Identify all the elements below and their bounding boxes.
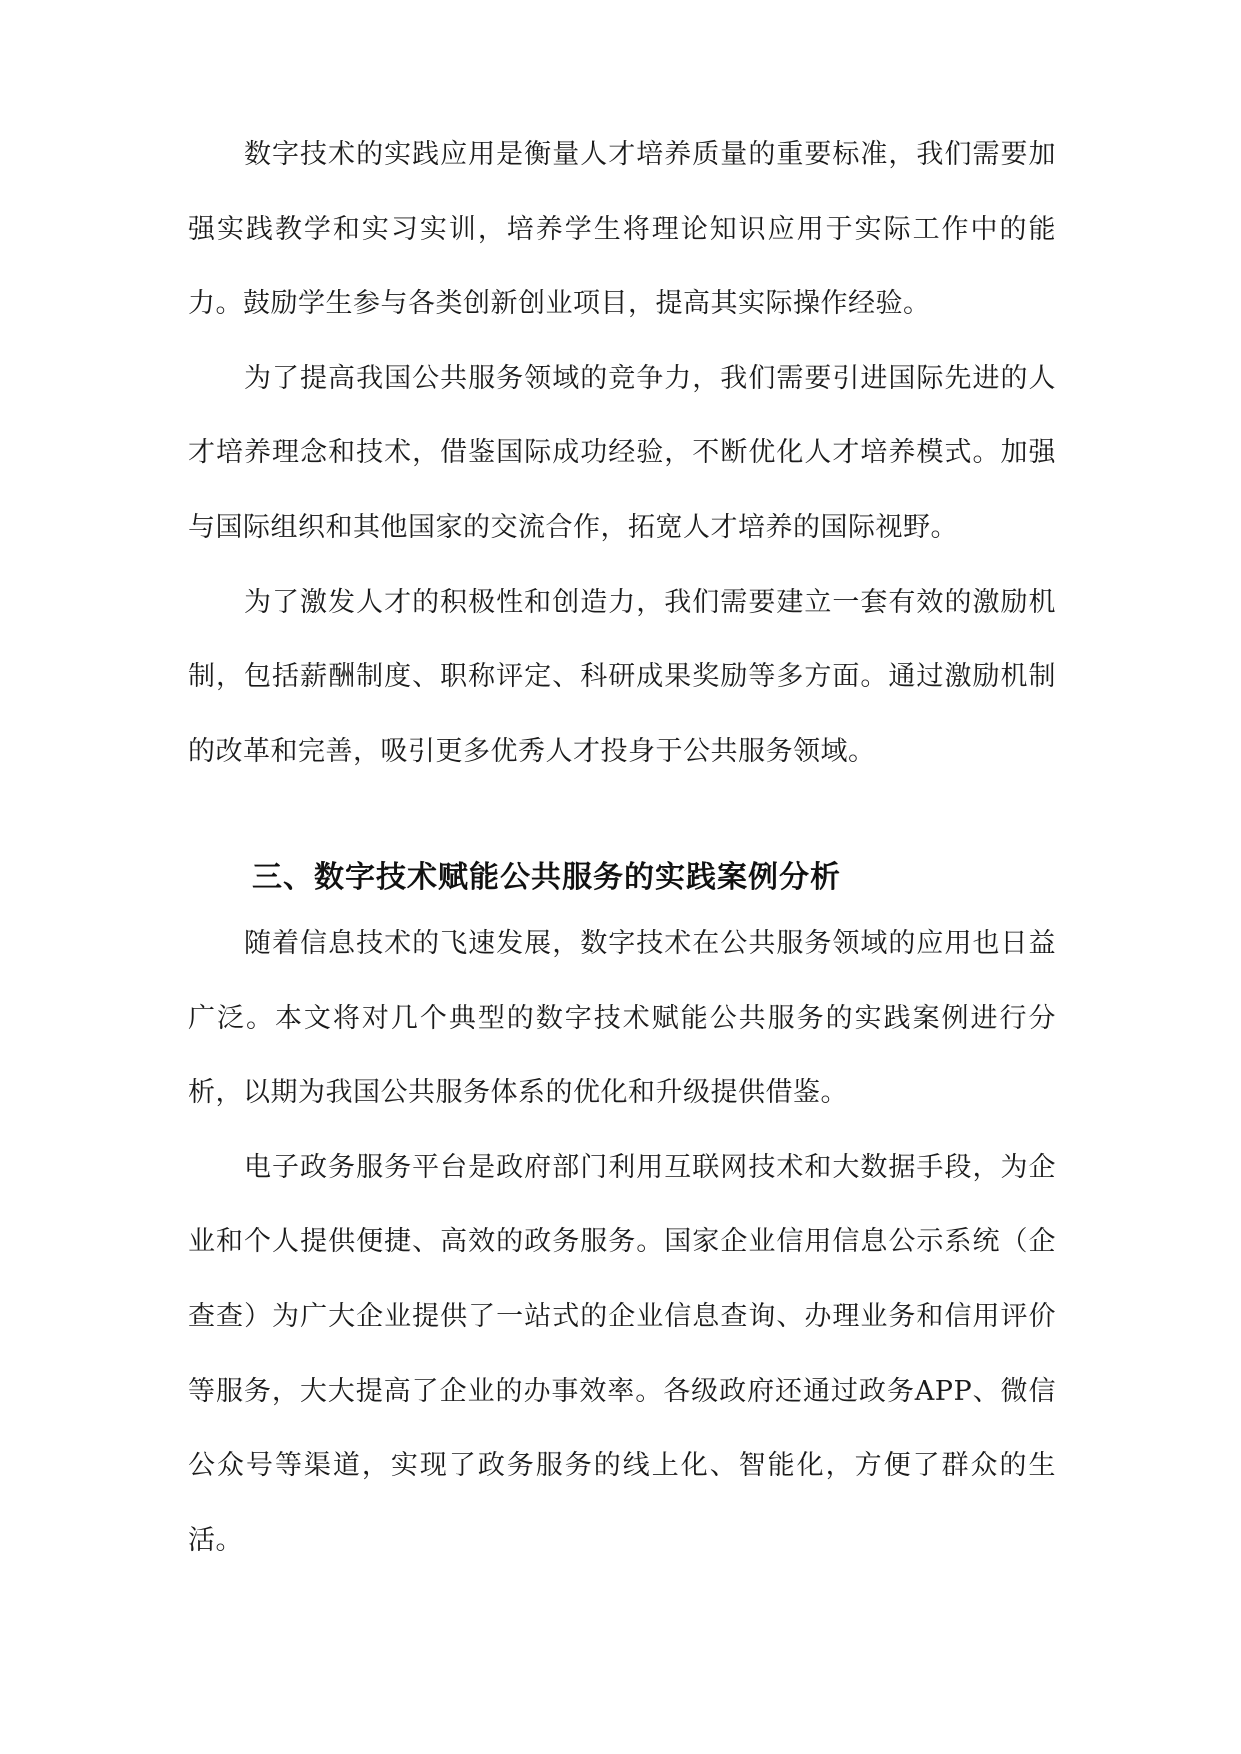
body-section-top [188,118,1056,789]
paragraph-international-competitiveness: 为了提高我国公共服务领域的竞争力，我们需要引进国际先进的人才培养理念和技术，借鉴国际成功经验，不断优化人才培养模式。加强与国际组织和其他国家的交流合作，拓宽人才培养的国际视野。 [188,362,1056,543]
body-section-bottom [188,907,1056,1578]
paragraph-case-analysis-intro: 随着信息技术的飞速发展，数字技术在公共服务领域的应用也日益广泛。本文将对几个典型的数字技术赋能公共服务的实践案例进行分析，以期为我国公共服务体系的优化和升级提供借鉴。 [188,928,1056,1109]
paragraph-practice-application: 数字技术的实践应用是衡量人才培养质量的重要标准，我们需要加强实践教学和实习实训，培养学生将理论知识应用于实际工作中的能力。鼓励学生参与各类创新创业项目，提高其实际操作经验。 [188,139,1056,320]
paragraph-incentive-mechanism: 为了激发人才的积极性和创造力，我们需要建立一套有效的激励机制，包括薪酬制度、职称评定、科研成果奖励等多方面。通过激励机制的改革和完善，吸引更多优秀人才投身于公共服务领域。 [188,586,1056,767]
section-heading: 三、数字技术赋能公共服务的实践案例分析 [252,860,841,895]
paragraph-e-government-platform: 电子政务服务平台是政府部门利用互联网技术和大数据手段，为企业和个人提供便捷、高效的政务服务。国家企业信用信息公示系统（企查查）为广大企业提供了一站式的企业信息查询、办理业务和信用评价等服务，大大提高了企业的办事效率。各级政府还通过政务APP、微信公众号等渠道，实现了政务服务的线上化、智能化，方便了群众的生活。 [188,1151,1056,1556]
